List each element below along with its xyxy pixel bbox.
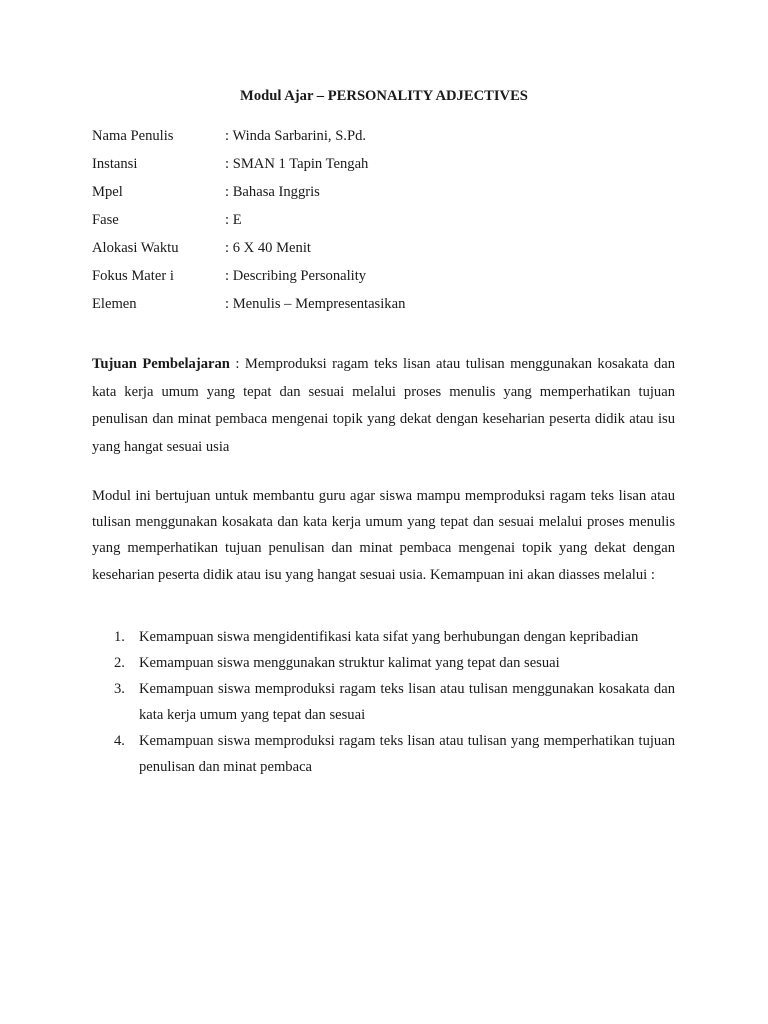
module-info — [92, 126, 692, 322]
list-item — [92, 624, 675, 650]
list-item-text: Kemampuan siswa memproduksi ragam teks lisan atau tulisan yang memperhatikan tujuan penulisan dan minat pembaca — [139, 733, 675, 775]
list-item-text: Kemampuan siswa menggunakan struktur kalimat yang tepat dan sesuai — [139, 655, 560, 671]
info-value: : SMAN 1 Tapin Tengah — [225, 156, 369, 172]
list-item-number: 2. — [114, 655, 125, 671]
info-row-alokasi-waktu — [92, 238, 692, 266]
list-item — [92, 728, 675, 780]
info-value: : Describing Personality — [225, 268, 367, 284]
info-row-fase — [92, 210, 692, 238]
info-label: Fase — [92, 212, 119, 228]
list-item-text: Kemampuan siswa mengidentifikasi kata sifat yang berhubungan dengan kepribadian — [139, 629, 639, 645]
info-row-fokus-materi — [92, 266, 692, 294]
info-row-instansi — [92, 154, 692, 182]
learning-objective-paragraph — [92, 351, 675, 461]
info-value: : 6 X 40 Menit — [225, 240, 311, 256]
info-label: Fokus Mater i — [92, 268, 174, 284]
list-item — [92, 650, 675, 676]
list-item-number: 4. — [114, 733, 125, 749]
info-row-elemen — [92, 294, 692, 322]
info-label: Instansi — [92, 156, 138, 172]
info-value: : Menulis – Mempresentasikan — [225, 296, 406, 312]
info-value: : Winda Sarbarini, S.Pd. — [225, 128, 367, 144]
info-label: Alokasi Waktu — [92, 240, 179, 256]
list-item-number: 1. — [114, 629, 125, 645]
list-item-number: 3. — [114, 681, 125, 697]
assessment-list — [92, 624, 675, 780]
info-label: Mpel — [92, 184, 123, 200]
learning-objective-text: : Memproduksi ragam teks lisan atau tulisan menggunakan kosakata dan kata kerja umum yang tepat dan sesuai melalui proses menulis yang memperhatikan tujuan penulisan dan minat pembaca mengenai topik yang dekat dengan keseharian peserta didik atau isu yang hangat sesuai usia — [92, 356, 675, 455]
info-label: Nama Penulis — [92, 128, 174, 144]
intro-paragraph: Modul ini bertujuan untuk membantu guru agar siswa mampu memproduksi ragam teks lisan atau tulisan menggunakan kosakata dan kata kerja umum yang tepat dan sesuai melalui proses menulis yang memperhatikan tujuan penulisan dan minat pembaca mengenai topik yang dekat dengan keseharian peserta didik atau isu yang hangat sesuai usia. Kemampuan ini akan diasses melalui : — [92, 488, 675, 583]
list-item — [92, 676, 675, 728]
document-title: Modul Ajar – PERSONALITY ADJECTIVES — [240, 88, 528, 104]
learning-objective-label: Tujuan Pembelajaran — [92, 356, 230, 372]
info-value: : Bahasa Inggris — [225, 184, 320, 200]
list-item-text: Kemampuan siswa memproduksi ragam teks lisan atau tulisan menggunakan kosakata dan kata kerja umum yang tepat dan sesuai — [139, 681, 675, 723]
info-label: Elemen — [92, 296, 137, 312]
info-row-mpel — [92, 182, 692, 210]
info-row-penulis — [92, 126, 692, 154]
info-value: : E — [225, 212, 242, 228]
